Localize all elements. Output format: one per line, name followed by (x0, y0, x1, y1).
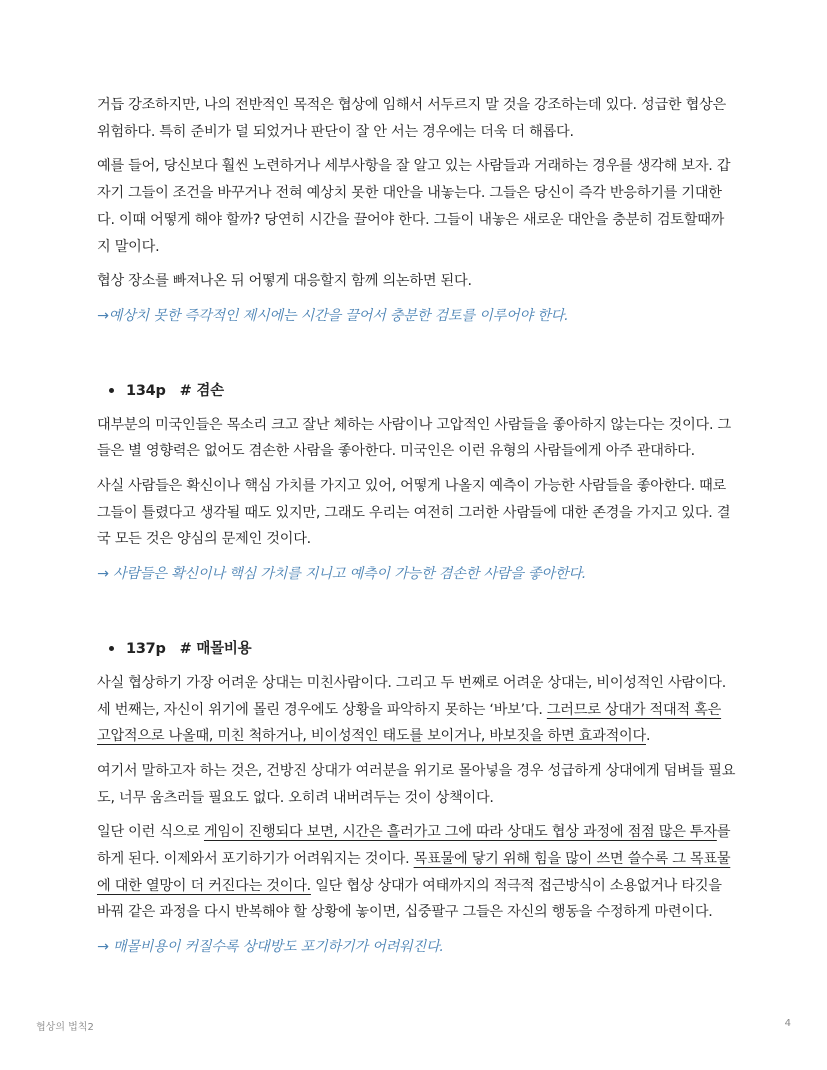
text-run: 일단 이런 식으로 (97, 824, 204, 841)
text-run: 를 하게 된다. 이제와서 포기하기가 어려워지는 것이다. (97, 824, 731, 868)
summary-note: → 사람들은 확신이나 핵심 가치를 지니고 예측이 가능한 겸손한 사람을 좋아한다. (97, 566, 587, 583)
section-spacer (97, 596, 737, 636)
bullet-icon (109, 388, 114, 393)
paragraph (97, 819, 737, 926)
section-spacer (97, 338, 737, 378)
page-content (97, 92, 737, 969)
text-run: . (645, 728, 651, 745)
paragraph: 예를 들어, 당신보다 훨씬 노련하거나 세부사항을 잘 알고 있는 사람들과 거래하는 경우를 생각해 보자. 갑자기 그들이 조건을 바꾸거나 전혀 예상치 못한 대안을 내놓는다. 그들은 당신이 즉각 반응하기를 기대한다. 이때 어떻게 해야 할까? 당연히 시간을 끌어야 한다. 그들이 내놓은 새로운 대안을 충분히 검토할때까지 말이다. (97, 158, 731, 255)
paragraph (97, 670, 737, 750)
paragraph: 거듭 강조하지만, 나의 전반적인 목적은 협상에 임해서 서두르지 말 것을 강조하는데 있다. 성급한 협상은 위험하다. 특히 준비가 덜 되었거나 판단이 잘 안 서는 경우에는 더욱 더 해롭다. (97, 97, 727, 140)
summary-note: →예상치 못한 즉각적인 제시에는 시간을 끌어서 충분한 검토를 이루어야 한다. (97, 307, 569, 324)
underlined-text: 게임이 진행되다 보면, 시간은 흘러가고 그에 따라 상대도 협상 과정에 점점 많은 투자 (203, 824, 717, 841)
text-run: 일단 협상 상대가 여태까지의 적극적 접근방식이 소용없거나 타깃을 바꿔 같은 과정을 다시 반복해야 할 상황에 놓이면, 십중팔구 그들은 자신의 행동을 수정하게 마련이다. (97, 877, 722, 921)
page-reference: 134p (126, 382, 166, 399)
page-reference: 137p (126, 640, 166, 657)
section-tag: # 겸손 (179, 382, 224, 399)
section-heading-137p (97, 636, 737, 662)
paragraph: 협상 장소를 빠져나온 뒤 어떻게 대응할지 함께 의논하면 된다. (97, 273, 472, 290)
paragraph: 대부분의 미국인들은 목소리 크고 잘난 체하는 사람이나 고압적인 사람들을 좋아하지 않는다는 것이다. 그들은 별 영향력은 없어도 겸손한 사람을 좋아한다. 미국인은 이런 유형의 사람들에게 아주 관대하다. (97, 416, 731, 460)
bullet-icon (109, 646, 114, 651)
summary-note: → 매몰비용이 커질수록 상대방도 포기하기가 어려워진다. (97, 939, 444, 956)
section-heading-134p (97, 378, 737, 404)
text-run: 사실 협상하기 가장 어려운 상대는 미친사람이다. 그리고 두 번째로 어려운 상대는, 비이성적인 사람이다. 세 번째는, 자신이 위기에 몰린 경우에도 상황을 파악하지 못하는 ‘바보’다. (97, 674, 727, 718)
paragraph: 여기서 말하고자 하는 것은, 건방진 상대가 여러분을 위기로 몰아넣을 경우 성급하게 상대에게 덤벼들 필요도, 너무 움츠러들 필요도 없다. 오히려 내버려두는 것이 상책이다. (97, 762, 736, 806)
section-tag: # 매몰비용 (179, 640, 252, 657)
footer-doc-title: 협상의 법칙2 (36, 1022, 94, 1033)
footer-page-number: 4 (784, 1018, 791, 1029)
underlined-text: 그러므로 상대가 적대적 혹은 고압적으로 나올때, 미친 척하거나, 비이성적인 태도를 보이거나, 바보짓을 하면 효과적이다 (97, 701, 722, 745)
underlined-text: 목표물에 닿기 위해 힘을 많이 쓰면 쓸수록 그 목표물에 대한 열망이 더 커진다는 것이다. (97, 851, 731, 894)
paragraph: 사실 사람들은 확신이나 핵심 가치를 가지고 있어, 어떻게 나올지 예측이 가능한 사람들을 좋아한다. 때로 그들이 틀렸다고 생각될 때도 있지만, 그래도 우리는 여전히 그러한 사람들에 대한 존경을 가지고 있다. 결국 모든 것은 양심의 문제인 것이다. (97, 478, 731, 548)
